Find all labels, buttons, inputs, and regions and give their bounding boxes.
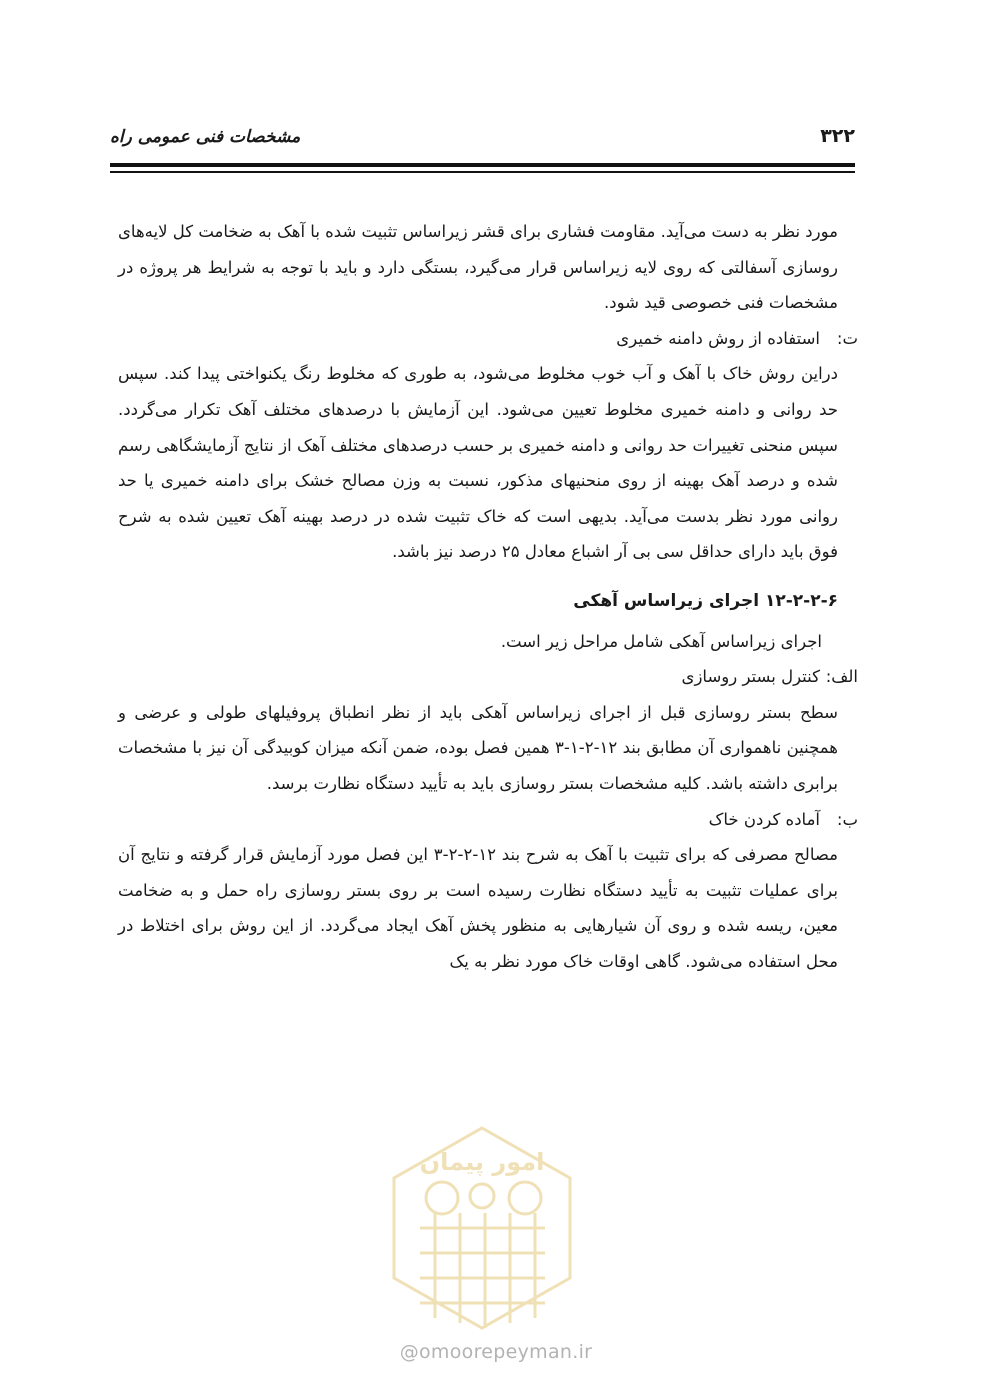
- list-item-text: استفاده از روش دامنه خمیری: [616, 328, 820, 348]
- list-marker: ب:: [836, 809, 858, 829]
- paragraph: سطح بستر روسازی قبل از اجرای زیراساس آهکی باید از نظر انطباق پروفیلهای طولی و عرضی و همچنین ناهمواری آن مطابق بند ۱۲-۲-۱-۳ همین فصل بوده، ضمن آنکه میزان کوبیدگی آن نیز با مشخصات برابری داشته باشد. کلیه مشخصات بستر روسازی باید به تأیید دستگاه نظارت برسد.: [118, 702, 838, 793]
- paragraph: مصالح مصرفی که برای تثبیت با آهک به شرح بند ۱۲-۲-۲-۳ این فصل مورد آزمایش قرار گرفته و نتایج آن برای عملیات تثبیت به تأیید دستگاه نظارت رسیده است بر روی بستر روسازی راه حمل و به ضخامت معین، ریسه شده و روی آن شیارهایی به منظور پخش آهک ایجاد می‌گردد. از این روش برای اختلاط در محل استفاده می‌شود. گاهی اوقات خاک مورد نظر به یک: [118, 845, 838, 971]
- paragraph: دراین روش خاک با آهک و آب خوب مخلوط می‌شود، به طوری که مخلوط رنگ یکنواختی پیدا کند. سپس حد روانی و دامنه خمیری مخلوط تعیین می‌شود. این آزمایش با درصدهای مختلف آهک تکرار می‌گردد. سپس منحنی تغییرات حد روانی و دامنه خمیری بر حسب درصدهای مختلف آهک از نتایج آزمایشگاهی رسم شده و درصد آهک بهینه از روی منحنیهای مذکور، نسبت به وزن مصالح خشک برای دامنه خمیری یا حد روانی مورد نظر بدست می‌آید. بدیهی است که خاک تثبیت شده در درصد بهینه آهک تعیین شده به شرح فوق باید دارای حداقل سی بی آر اشباع معادل ۲۵ درصد نیز باشد.: [118, 364, 838, 562]
- watermark-logo: [380, 1118, 585, 1338]
- paragraph: مورد نظر به دست می‌آید. مقاومت فشاری برای قشر زیراساس تثبیت شده با آهک به ضخامت کل لایه‌های روسازی آسفالتی که روی لایه زیراساس قرار می‌گیرد، بستگی دارد و باید با توجه به شرایط هر پروژه در مشخصات فنی خصوصی قید شود.: [118, 222, 838, 313]
- list-item: [118, 321, 858, 357]
- page-number: ۳۲۲: [820, 125, 855, 147]
- list-item: [118, 802, 858, 838]
- document-body: [118, 214, 858, 979]
- list-item-text: آماده کردن خاک: [708, 809, 820, 829]
- section-heading: ۱۲-۲-۲-۶ اجرای زیراساس آهکی: [573, 590, 838, 611]
- list-marker: ت:: [836, 328, 858, 348]
- header-rule-thin: [110, 171, 855, 173]
- list-item: [118, 659, 858, 695]
- watermark-logo-text: امور پیمان: [419, 1148, 545, 1176]
- watermark-url: @omoorepeyman.ir: [399, 1341, 593, 1363]
- list-marker: الف:: [825, 667, 858, 687]
- page-header: [110, 125, 855, 161]
- list-item-text: کنترل بستر روسازی: [681, 667, 820, 687]
- paragraph: اجرای زیراساس آهکی شامل مراحل زیر است.: [500, 631, 822, 651]
- header-rule-thick: [110, 163, 855, 167]
- running-title: مشخصات فنی عمومی راه: [110, 127, 301, 147]
